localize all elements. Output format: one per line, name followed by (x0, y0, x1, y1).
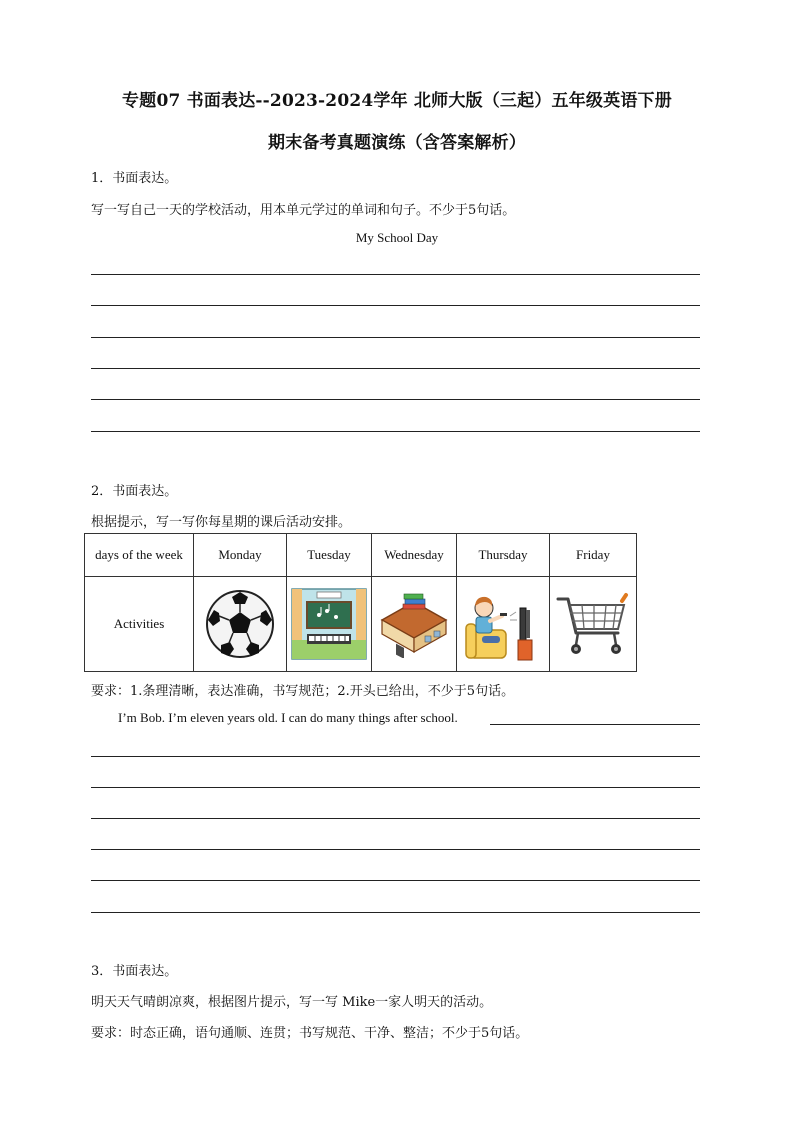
q1-instruction: 写一写自己一天的学校活动，用本单元学过的单词和句子。不少于5句话。 (91, 203, 516, 218)
q2-answer-line[interactable] (91, 756, 700, 757)
library-building-icon (378, 590, 450, 658)
q2-answer-line[interactable] (91, 787, 700, 788)
shopping-cart-icon (556, 591, 630, 657)
music-classroom-icon (291, 588, 367, 660)
day-wednesday: Wednesday (372, 534, 457, 577)
q1-essay-title: My School Day (355, 230, 439, 245)
q2-heading: 2．书面表达。 (91, 484, 178, 499)
soccer-ball-icon (204, 588, 276, 660)
q2-answer-line[interactable] (490, 724, 700, 725)
q3-requirements: 要求：时态正确，语句通顺、连贯；书写规范、干净、整洁；不少于5句话。 (91, 1026, 529, 1041)
q1-answer-line[interactable] (91, 337, 700, 338)
day-tuesday: Tuesday (287, 534, 372, 577)
day-thursday: Thursday (457, 534, 550, 577)
q2-answer-line[interactable] (91, 849, 700, 850)
q1-answer-line[interactable] (91, 399, 700, 400)
tuesday-activity-cell (287, 577, 372, 672)
q2-opening-sentence: I’m Bob. I’m eleven years old. I can do many things after school. (118, 710, 458, 725)
q2-requirements: 要求：1.条理清晰，表达准确，书写规范；2.开头已给出，不少于5句话。 (91, 684, 515, 699)
q2-answer-line[interactable] (91, 912, 700, 913)
table-header-label: days of the week (85, 534, 194, 577)
thursday-activity-cell (457, 577, 550, 672)
friday-activity-cell (550, 577, 637, 672)
day-friday: Friday (550, 534, 637, 577)
day-monday: Monday (194, 534, 287, 577)
q1-answer-line[interactable] (91, 368, 700, 369)
q1-answer-line[interactable] (91, 305, 700, 306)
q2-answer-line[interactable] (91, 880, 700, 881)
monday-activity-cell (194, 577, 287, 672)
boy-watching-tv-icon (462, 586, 544, 662)
q3-heading: 3．书面表达。 (91, 964, 178, 979)
q2-instruction: 根据提示，写一写你每星期的课后活动安排。 (91, 515, 352, 530)
q1-answer-line[interactable] (91, 274, 700, 275)
wednesday-activity-cell (372, 577, 457, 672)
activity-schedule-table (84, 533, 637, 672)
q1-answer-line[interactable] (91, 431, 700, 432)
q2-answer-line[interactable] (91, 818, 700, 819)
activities-row-label: Activities (85, 577, 194, 672)
q1-heading: 1．书面表达。 (91, 171, 178, 186)
document-title-line-1: 专题07 书面表达--2023-2024学年 北师大版（三起）五年级英语下册 (122, 91, 672, 111)
document-title-line-2: 期末备考真题演练（含答案解析） (268, 133, 526, 153)
q3-instruction: 明天天气晴朗凉爽，根据图片提示，写一写 Mike一家人明天的活动。 (91, 995, 493, 1010)
